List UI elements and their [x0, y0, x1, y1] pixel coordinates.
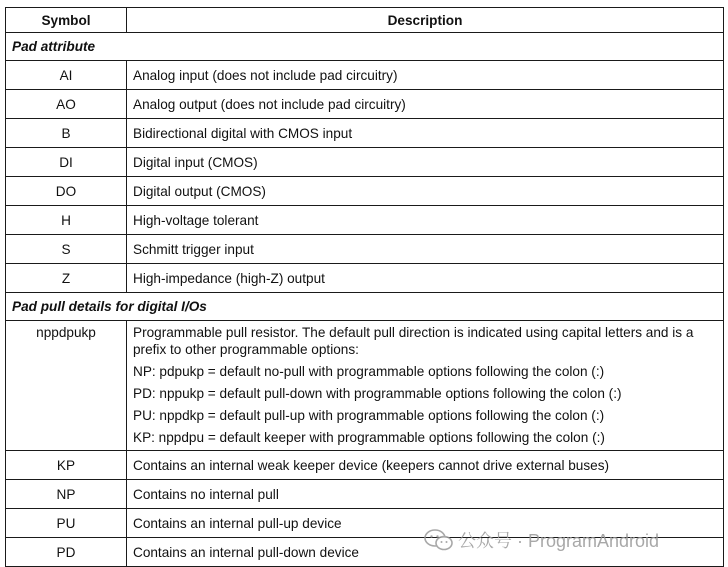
symbol-cell: PU — [6, 509, 127, 538]
table-row — [6, 119, 724, 148]
header-row — [6, 8, 724, 33]
symbol-cell: DO — [6, 177, 127, 206]
symbol-cell: AO — [6, 90, 127, 119]
description-cell: Schmitt trigger input — [127, 235, 724, 264]
watermark — [424, 527, 659, 553]
symbol-cell: DI — [6, 148, 127, 177]
description-cell: Contains an internal weak keeper device (keepers cannot drive external buses) — [127, 451, 724, 480]
symbol-cell: PD — [6, 538, 127, 567]
watermark-text: 公众号 · ProgramAndroid — [458, 531, 660, 551]
description-cell: Analog output (does not include pad circuitry) — [127, 90, 724, 119]
table-row — [6, 177, 724, 206]
table-row — [6, 206, 724, 235]
description-cell: High-voltage tolerant — [127, 206, 724, 235]
table-row — [6, 321, 724, 451]
header-description: Description — [127, 8, 724, 33]
description-cell: Contains no internal pull — [127, 480, 724, 509]
section-title-pad-attribute: Pad attribute — [6, 33, 724, 61]
symbol-cell: NP — [6, 480, 127, 509]
symbol-cell: S — [6, 235, 127, 264]
description-line: NP: pdpukp = default no-pull with programmable options following the colon (:) — [133, 364, 605, 379]
header-symbol: Symbol — [6, 8, 127, 33]
table-row — [6, 148, 724, 177]
table-row — [6, 451, 724, 480]
symbol-cell: H — [6, 206, 127, 235]
description-line: Programmable pull resistor. The default pull direction is indicated using capital letters and is a prefix to other programmable options: — [133, 325, 694, 357]
table-row — [6, 264, 724, 293]
description-line: PD: nppukp = default pull-down with programmable options following the colon (:) — [133, 386, 622, 401]
description-cell: Bidirectional digital with CMOS input — [127, 119, 724, 148]
description-cell: Analog input (does not include pad circuitry) — [127, 61, 724, 90]
description-cell: Contains an internal pull-up device — [127, 509, 724, 538]
description-cell: Digital output (CMOS) — [127, 177, 724, 206]
pad-attributes-table — [5, 7, 724, 567]
symbol-cell: nppdpukp — [6, 321, 127, 451]
symbol-cell: AI — [6, 61, 127, 90]
description-cell — [127, 321, 724, 451]
symbol-cell: B — [6, 119, 127, 148]
description-cell: High-impedance (high-Z) output — [127, 264, 724, 293]
description-cell: Digital input (CMOS) — [127, 148, 724, 177]
table-row — [6, 61, 724, 90]
symbol-cell: Z — [6, 264, 127, 293]
section-row — [6, 293, 724, 321]
section-row — [6, 33, 724, 61]
description-cell: Contains an internal pull-down device — [127, 538, 724, 567]
table-row — [6, 480, 724, 509]
symbol-cell: KP — [6, 451, 127, 480]
wechat-icon — [424, 528, 454, 552]
table-row — [6, 90, 724, 119]
section-title-pad-pull: Pad pull details for digital I/Os — [6, 293, 724, 321]
description-line: KP: nppdpu = default keeper with programmable options following the colon (:) — [133, 430, 605, 445]
table-row — [6, 235, 724, 264]
description-line: PU: nppdkp = default pull-up with programmable options following the colon (:) — [133, 408, 605, 423]
